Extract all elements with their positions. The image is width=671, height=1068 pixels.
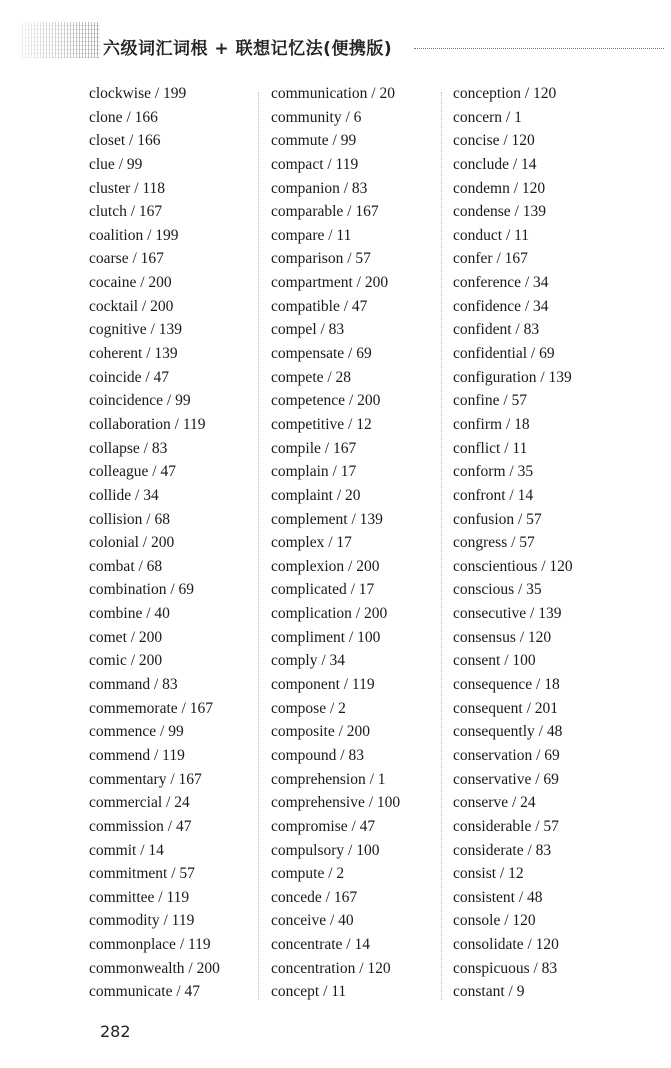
header-rule bbox=[414, 48, 664, 49]
column-divider bbox=[258, 92, 259, 1000]
column-divider bbox=[441, 92, 442, 1000]
word-entry: colonial / 200 bbox=[89, 534, 175, 552]
word-entry: cocktail / 200 bbox=[89, 297, 174, 315]
word-entry: companion / 83 bbox=[271, 179, 368, 197]
word-entry: consolidate / 120 bbox=[453, 936, 559, 954]
word-entry: collapse / 83 bbox=[89, 439, 168, 457]
word-entry: compete / 28 bbox=[271, 368, 352, 386]
word-entry: combat / 68 bbox=[89, 557, 163, 575]
word-entry: confusion / 57 bbox=[453, 510, 542, 528]
word-entry: conduct / 11 bbox=[453, 226, 530, 244]
word-entry: comic / 200 bbox=[89, 652, 163, 670]
word-entry: commute / 99 bbox=[271, 132, 357, 150]
word-entry: consecutive / 139 bbox=[453, 605, 562, 623]
word-entry: consequent / 201 bbox=[453, 699, 559, 717]
book-title: 六级词汇词根 + 联想记忆法(便携版) bbox=[103, 39, 393, 59]
word-entry: competitive / 12 bbox=[271, 415, 372, 433]
word-entry: confirm / 18 bbox=[453, 415, 530, 433]
word-entry: combination / 69 bbox=[89, 581, 195, 599]
word-entry: collaboration / 119 bbox=[89, 415, 206, 433]
word-entry: composite / 200 bbox=[271, 723, 371, 741]
word-entry: commodity / 119 bbox=[89, 912, 195, 930]
word-entry: compare / 11 bbox=[271, 226, 352, 244]
word-entry: clue / 99 bbox=[89, 155, 143, 173]
word-entry: compliment / 100 bbox=[271, 628, 381, 646]
page-header bbox=[0, 22, 671, 66]
word-entry: conception / 120 bbox=[453, 85, 557, 102]
word-entry: comet / 200 bbox=[89, 628, 163, 646]
word-entry: commercial / 24 bbox=[89, 794, 190, 812]
word-entry: consequently / 48 bbox=[453, 723, 563, 741]
word-entry: closet / 166 bbox=[89, 132, 161, 150]
word-entry: complement / 139 bbox=[271, 510, 383, 528]
word-entry: confidential / 69 bbox=[453, 345, 555, 363]
word-entry: condemn / 120 bbox=[453, 179, 546, 197]
word-entry: command / 83 bbox=[89, 676, 178, 694]
word-entry: compile / 167 bbox=[271, 439, 357, 457]
word-entry: compatible / 47 bbox=[271, 297, 368, 315]
word-entry: compromise / 47 bbox=[271, 817, 376, 835]
word-entry: confidence / 34 bbox=[453, 297, 549, 315]
word-entry: clone / 166 bbox=[89, 108, 158, 126]
word-entry: community / 6 bbox=[271, 108, 362, 126]
word-entry: commitment / 57 bbox=[89, 865, 195, 883]
word-entry: compound / 83 bbox=[271, 746, 364, 764]
word-entry: coarse / 167 bbox=[89, 250, 164, 268]
page-number: 282 bbox=[100, 1022, 131, 1041]
word-entry: complexion / 200 bbox=[271, 557, 380, 575]
word-entry: confer / 167 bbox=[453, 250, 528, 268]
word-entry: comprehensive / 100 bbox=[271, 794, 401, 812]
word-entry: concede / 167 bbox=[271, 888, 358, 906]
word-entry: coincide / 47 bbox=[89, 368, 170, 386]
word-entry: congress / 57 bbox=[453, 534, 535, 552]
word-entry: concise / 120 bbox=[453, 132, 535, 150]
word-entry: consequence / 18 bbox=[453, 676, 560, 694]
word-entry: compulsory / 100 bbox=[271, 841, 380, 859]
word-entry: commission / 47 bbox=[89, 817, 192, 835]
word-entry: cocaine / 200 bbox=[89, 274, 172, 292]
word-entry: commentary / 167 bbox=[89, 770, 202, 788]
word-entry: conserve / 24 bbox=[453, 794, 536, 812]
word-entry: component / 119 bbox=[271, 676, 375, 694]
word-entry: concept / 11 bbox=[271, 983, 347, 1001]
word-column-3 bbox=[453, 82, 573, 1004]
word-entry: conform / 35 bbox=[453, 463, 534, 481]
word-entry: considerable / 57 bbox=[453, 817, 559, 835]
word-entry: clutch / 167 bbox=[89, 203, 163, 221]
word-entry: compact / 119 bbox=[271, 155, 359, 173]
word-entry: complication / 200 bbox=[271, 605, 388, 623]
word-entry: conservation / 69 bbox=[453, 746, 560, 764]
word-entry: commit / 14 bbox=[89, 841, 164, 859]
word-entry: consensus / 120 bbox=[453, 628, 552, 646]
word-entry: committee / 119 bbox=[89, 888, 190, 906]
word-entry: conscientious / 120 bbox=[453, 557, 573, 575]
word-entry: competence / 200 bbox=[271, 392, 381, 410]
word-entry: compel / 83 bbox=[271, 321, 345, 339]
word-entry: combine / 40 bbox=[89, 605, 170, 623]
word-entry: commemorate / 167 bbox=[89, 699, 213, 717]
word-entry: clockwise / 199 bbox=[89, 85, 187, 102]
word-entry: coalition / 199 bbox=[89, 226, 179, 244]
word-entry: complicated / 17 bbox=[271, 581, 375, 599]
word-entry: consistent / 48 bbox=[453, 888, 543, 906]
word-entry: complaint / 20 bbox=[271, 486, 361, 504]
word-entry: consent / 100 bbox=[453, 652, 536, 670]
word-entry: confine / 57 bbox=[453, 392, 528, 410]
word-entry: comparable / 167 bbox=[271, 203, 379, 221]
word-entry: colleague / 47 bbox=[89, 463, 176, 481]
word-entry: compute / 2 bbox=[271, 865, 345, 883]
word-entry: coherent / 139 bbox=[89, 345, 178, 363]
word-entry: commonplace / 119 bbox=[89, 936, 211, 954]
word-entry: collide / 34 bbox=[89, 486, 159, 504]
word-entry: configuration / 139 bbox=[453, 368, 572, 386]
word-entry: cluster / 118 bbox=[89, 179, 166, 197]
word-entry: confident / 83 bbox=[453, 321, 540, 339]
word-entry: coincidence / 99 bbox=[89, 392, 191, 410]
word-entry: compensate / 69 bbox=[271, 345, 372, 363]
word-entry: concentrate / 14 bbox=[271, 936, 370, 954]
word-entry: concentration / 120 bbox=[271, 959, 391, 977]
word-entry: complain / 17 bbox=[271, 463, 357, 481]
word-column-2 bbox=[271, 82, 400, 1004]
word-entry: consist / 12 bbox=[453, 865, 524, 883]
word-entry: communication / 20 bbox=[271, 85, 395, 102]
word-entry: communicate / 47 bbox=[89, 983, 201, 1001]
word-entry: collision / 68 bbox=[89, 510, 170, 528]
word-entry: conference / 34 bbox=[453, 274, 549, 292]
word-entry: concern / 1 bbox=[453, 108, 522, 126]
word-entry: conceive / 40 bbox=[271, 912, 354, 930]
word-entry: conspicuous / 83 bbox=[453, 959, 558, 977]
word-entry: comparison / 57 bbox=[271, 250, 371, 268]
word-entry: compose / 2 bbox=[271, 699, 346, 717]
word-entry: conservative / 69 bbox=[453, 770, 559, 788]
word-column-1 bbox=[89, 82, 220, 1004]
word-entry: constant / 9 bbox=[453, 983, 525, 1001]
word-entry: console / 120 bbox=[453, 912, 536, 930]
word-entry: commence / 99 bbox=[89, 723, 184, 741]
header-decoration bbox=[22, 22, 100, 58]
word-entry: cognitive / 139 bbox=[89, 321, 182, 339]
word-entry: conclude / 14 bbox=[453, 155, 537, 173]
word-entry: complex / 17 bbox=[271, 534, 352, 552]
word-entry: conscious / 35 bbox=[453, 581, 542, 599]
word-entry: comprehension / 1 bbox=[271, 770, 386, 788]
word-entry: conflict / 11 bbox=[453, 439, 528, 457]
word-entry: confront / 14 bbox=[453, 486, 534, 504]
word-entry: condense / 139 bbox=[453, 203, 546, 221]
word-entry: comply / 34 bbox=[271, 652, 346, 670]
word-entry: commend / 119 bbox=[89, 746, 185, 764]
word-entry: compartment / 200 bbox=[271, 274, 389, 292]
word-entry: commonwealth / 200 bbox=[89, 959, 220, 977]
word-entry: considerate / 83 bbox=[453, 841, 552, 859]
